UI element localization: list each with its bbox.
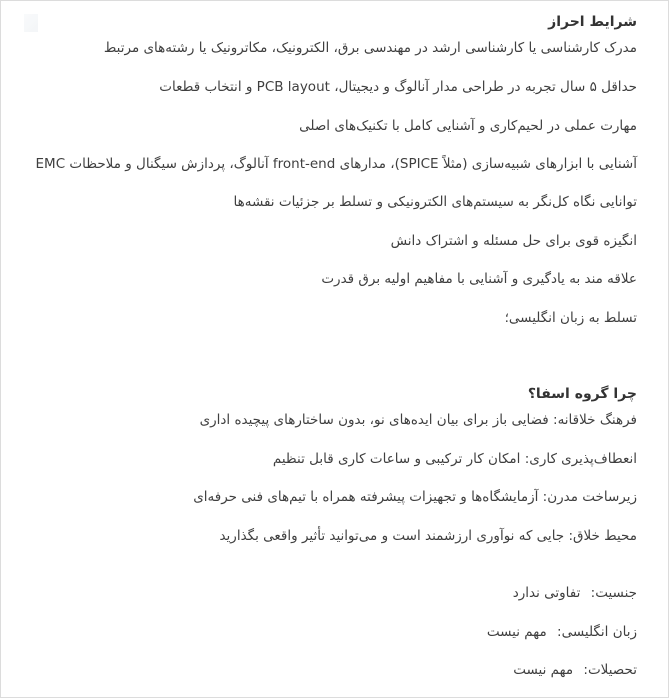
detail-gender	[513, 584, 637, 602]
why-item: انعطاف‌پذیری کاری: امکان کار ترکیبی و ساعات کاری قابل تنظیم	[272, 451, 637, 467]
why-heading: چرا گروه اسفا؟	[527, 386, 637, 402]
requirement-item: علاقه مند به یادگیری و آشنایی با مفاهیم اولیه برق قدرت	[321, 271, 637, 287]
requirements-heading: شرایط احراز	[548, 14, 637, 30]
requirement-item: مهارت عملی در لحیم‌کاری و آشنایی کامل با تکنیک‌های اصلی	[299, 118, 637, 134]
requirement-item: آشنایی با ابزارهای شبیه‌سازی (مثلاً SPICE)، مدارهای front-end آنالوگ، پردازش سیگنال و ملاحظات EMC	[35, 156, 637, 172]
detail-english	[487, 623, 637, 641]
detail-value: مهم نیست	[486, 624, 547, 640]
why-item: محیط خلاق: جایی که نوآوری ارزشمند است و می‌توانید تأثیر واقعی بگذارید	[219, 528, 637, 544]
corner-decoration	[24, 14, 38, 32]
detail-label: جنسیت:	[590, 585, 637, 601]
requirement-item: تسلط به زبان انگلیسی؛	[504, 310, 637, 326]
detail-label: زبان انگلیسی:	[557, 624, 637, 640]
detail-value: تفاوتی ندارد	[512, 585, 581, 601]
why-item: زیرساخت مدرن: آزمایشگاه‌ها و تجهیزات پیشرفته همراه با تیم‌های فنی حرفه‌ای	[193, 489, 637, 505]
requirement-item: توانایی نگاه کل‌نگر به سیستم‌های الکترونیکی و تسلط بر جزئیات نقشه‌ها	[233, 194, 637, 210]
detail-label: تحصیلات:	[583, 662, 637, 678]
requirement-item: انگیزه قوی برای حل مسئله و اشتراک دانش	[390, 233, 637, 249]
why-item: فرهنگ خلاقانه: فضایی باز برای بیان ایده‌های نو، بدون ساختارهای پیچیده اداری	[199, 412, 637, 428]
requirement-item: مدرک کارشناسی یا کارشناسی ارشد در مهندسی برق، الکترونیک، مکاترونیک یا رشته‌های مرتبط	[103, 40, 637, 56]
detail-value: مهم نیست	[513, 662, 574, 678]
requirement-item: حداقل ۵ سال تجربه در طراحی مدار آنالوگ و دیجیتال، PCB layout و انتخاب قطعات	[159, 79, 637, 95]
detail-education	[513, 661, 637, 679]
